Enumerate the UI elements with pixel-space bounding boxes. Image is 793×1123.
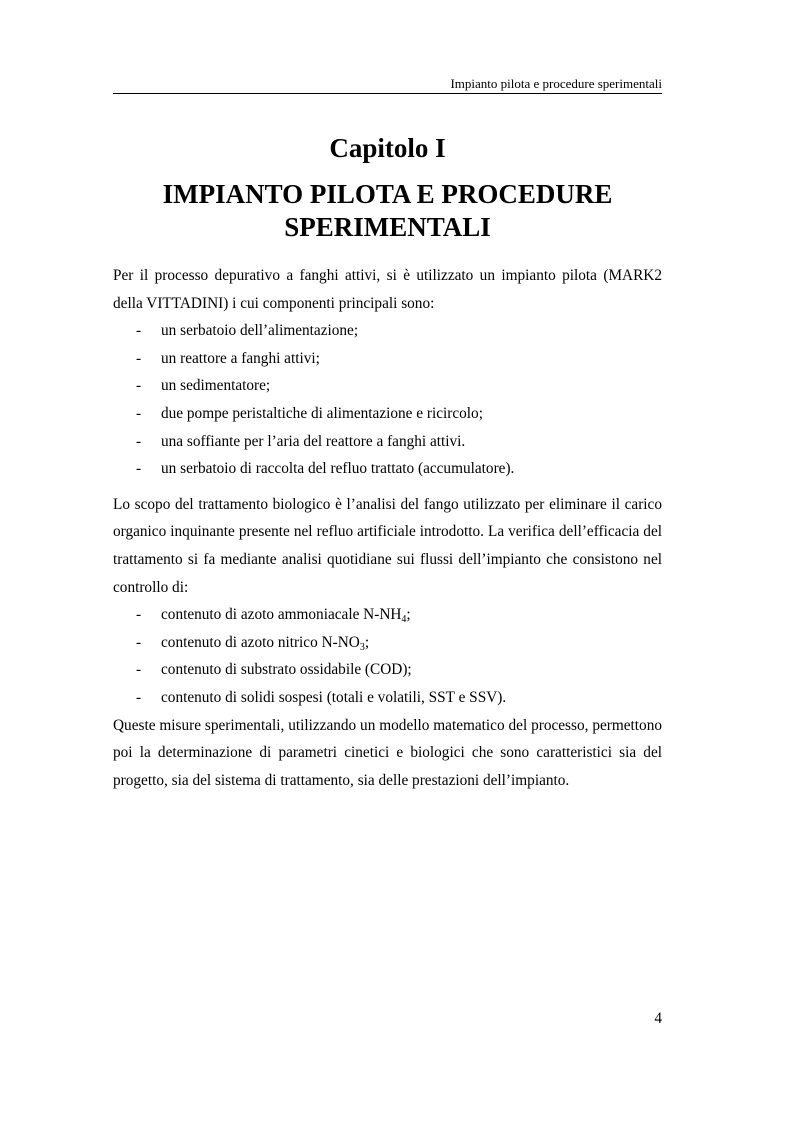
page-number: 4 bbox=[654, 1010, 662, 1027]
scope-paragraph: Lo scopo del trattamento biologico è l’analisi del fango utilizzato per eliminare il carico organico inquinante presente nel refluo artificiale introdotto. La verifica dell’efficacia del trattamento si fa mediante analisi quotidiane sui flussi dell’impianto che consistono nel controllo di: bbox=[113, 495, 662, 596]
intro-paragraph: Per il processo depurativo a fanghi attivi, si è utilizzato un impianto pilota (MARK2 della VITTADINI) i cui componenti principali sono: bbox=[113, 267, 662, 312]
list-item: - una soffiante per l’aria del reattore a fanghi attivi. bbox=[113, 428, 662, 456]
list-item: - contenuto di azoto nitrico $N-NO_3$; bbox=[113, 629, 662, 657]
list-item: - un reattore a fanghi attivi; bbox=[113, 345, 662, 373]
list-item: - un serbatoio di raccolta del refluo trattato (accumulatore). bbox=[113, 455, 662, 483]
chapter-label: Capitolo I bbox=[329, 133, 446, 163]
list-item: - contenuto di substrato ossidabile (COD); bbox=[113, 656, 662, 684]
list-item: - contenuto di azoto ammoniacale $N-NH_4$; bbox=[113, 601, 662, 629]
list-dash: - bbox=[136, 606, 142, 624]
list-item: - contenuto di solidi sospesi (totali e volatili, SST e SSV). bbox=[113, 684, 662, 712]
list-dash: - bbox=[136, 349, 142, 367]
list-item: - due pompe peristaltiche di alimentazione e ricircolo; bbox=[113, 400, 662, 428]
chapter-title-line-1: IMPIANTO PILOTA E PROCEDURE bbox=[162, 179, 613, 209]
conclusion-paragraph: Queste misure sperimentali, utilizzando un modello matematico del processo, permettono poi la determinazione di parametri cinetici e biologici che sono caratteristici sia del progetto, sia del sistema di trattamento, sia delle prestazioni dell’impianto. bbox=[113, 716, 662, 789]
chapter-title-line-2: SPERIMENTALI bbox=[284, 212, 491, 242]
list-dash: - bbox=[136, 432, 142, 450]
list-dash: - bbox=[136, 688, 142, 706]
chapter-title bbox=[113, 178, 662, 244]
list-dash: - bbox=[136, 322, 142, 340]
list-dash: - bbox=[136, 404, 142, 422]
body-text bbox=[113, 262, 662, 794]
list-item: - un serbatoio dell’alimentazione; bbox=[113, 317, 662, 345]
list-dash: - bbox=[136, 460, 142, 478]
running-header: Impianto pilota e procedure sperimentali bbox=[113, 76, 662, 94]
components-list bbox=[113, 317, 662, 483]
list-dash: - bbox=[136, 633, 142, 651]
analyses-list bbox=[113, 601, 662, 711]
list-item: - un sedimentatore; bbox=[113, 372, 662, 400]
list-dash: - bbox=[136, 377, 142, 395]
list-dash: - bbox=[136, 661, 142, 679]
